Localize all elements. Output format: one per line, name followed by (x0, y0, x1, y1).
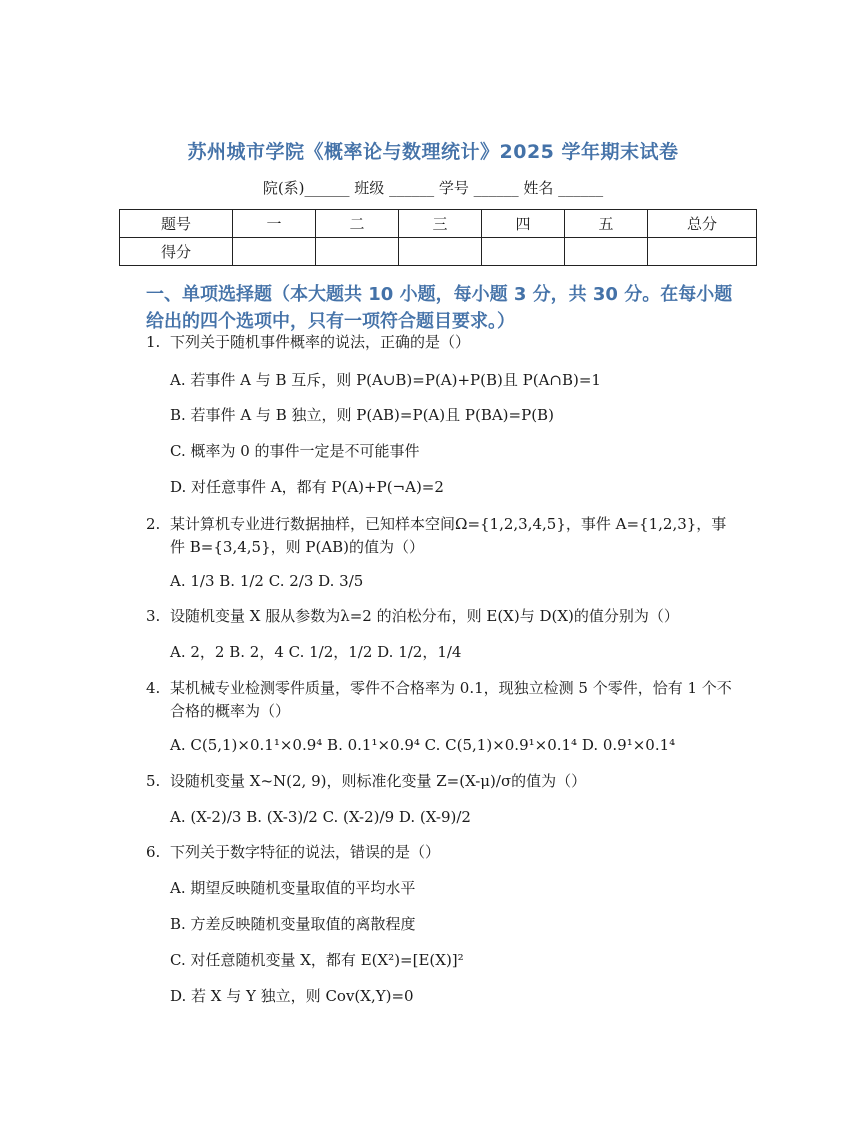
question-number: 1. (146, 333, 161, 351)
score-cell (482, 238, 565, 266)
question-number: 5. (146, 772, 161, 790)
question-stem: 设随机变量 X 服从参数为λ=2 的泊松分布，则 E(X)与 D(X)的值分别为（） (170, 607, 679, 625)
question-item (146, 841, 736, 864)
question-number: 3. (146, 607, 161, 625)
exam-title: 苏州城市学院《概率论与数理统计》2025 学年期末试卷 (187, 141, 679, 163)
answer-options: A. 1/3 B. 1/2 C. 2/3 D. 3/5 (170, 572, 364, 590)
score-table-header-row (120, 210, 757, 238)
question-number: 4. (146, 679, 161, 697)
score-header-cell: 一 (233, 210, 316, 238)
score-cell (565, 238, 648, 266)
answer-options: A. C(5,1)×0.1¹×0.9⁴ B. 0.1¹×0.9⁴ C. C(5,1)×0.9¹×0.1⁴ D. 0.9¹×0.1⁴ (170, 736, 676, 754)
score-header-cell: 二 (316, 210, 399, 238)
score-header-cell: 五 (565, 210, 648, 238)
answer-option: A. 若事件 A 与 B 互斥，则 P(A∪B)=P(A)+P(B)且 P(A∩B)=1 (170, 371, 601, 389)
score-header-cell: 题号 (120, 210, 233, 238)
student-info-line: 院(系)______ 班级 ______ 学号 ______ 姓名 ______ (262, 179, 604, 197)
answer-options: A. (X-2)/3 B. (X-3)/2 C. (X-2)/9 D. (X-9)/2 (170, 808, 471, 826)
question-number: 2. (146, 515, 161, 533)
score-header-cell: 三 (399, 210, 482, 238)
answer-option: D. 若 X 与 Y 独立，则 Cov(X,Y)=0 (170, 987, 414, 1005)
answer-option: B. 方差反映随机变量取值的离散程度 (170, 915, 416, 933)
score-header-cell: 总分 (648, 210, 757, 238)
score-cell (316, 238, 399, 266)
score-cell (399, 238, 482, 266)
question-stem: 下列关于数字特征的说法，错误的是（） (170, 843, 441, 861)
question-stem: 某机械专业检测零件质量，零件不合格率为 0.1，现独立检测 5 个零件，恰有 1 个不合格的概率为（） (170, 679, 732, 720)
answer-option: A. 期望反映随机变量取值的平均水平 (170, 879, 416, 897)
question-number: 6. (146, 843, 161, 861)
question-stem: 设随机变量 X~N(2, 9)，则标准化变量 Z=(X-μ)/σ的值为（） (170, 772, 587, 790)
answer-option: B. 若事件 A 与 B 独立，则 P(AB)=P(A)且 P(BA)=P(B) (170, 406, 554, 424)
score-table-score-row (120, 238, 757, 266)
question-item (146, 605, 736, 628)
question-item (146, 770, 736, 793)
question-item (146, 677, 736, 723)
answer-option: D. 对任意事件 A，都有 P(A)+P(¬A)=2 (170, 478, 444, 496)
question-stem: 下列关于随机事件概率的说法，正确的是（） (170, 333, 471, 351)
answer-options: A. 2，2 B. 2，4 C. 1/2，1/2 D. 1/2，1/4 (170, 643, 462, 661)
score-header-cell: 四 (482, 210, 565, 238)
answer-option: C. 对任意随机变量 X，都有 E(X²)=[E(X)]² (170, 951, 464, 969)
score-cell (233, 238, 316, 266)
section-heading: 一、单项选择题（本大题共 10 小题，每小题 3 分，共 30 分。在每小题给出的四个选项中，只有一项符合题目要求。） (146, 284, 733, 332)
question-item (146, 513, 736, 559)
question-stem: 某计算机专业进行数据抽样，已知样本空间Ω={1,2,3,4,5}，事件 A={1,2,3}，事件 B={3,4,5}，则 P(AB)的值为（） (170, 515, 727, 556)
score-table (119, 209, 757, 266)
question-item (146, 331, 736, 354)
score-row-label: 得分 (120, 238, 233, 266)
answer-option: C. 概率为 0 的事件一定是不可能事件 (170, 442, 420, 460)
score-cell (648, 238, 757, 266)
